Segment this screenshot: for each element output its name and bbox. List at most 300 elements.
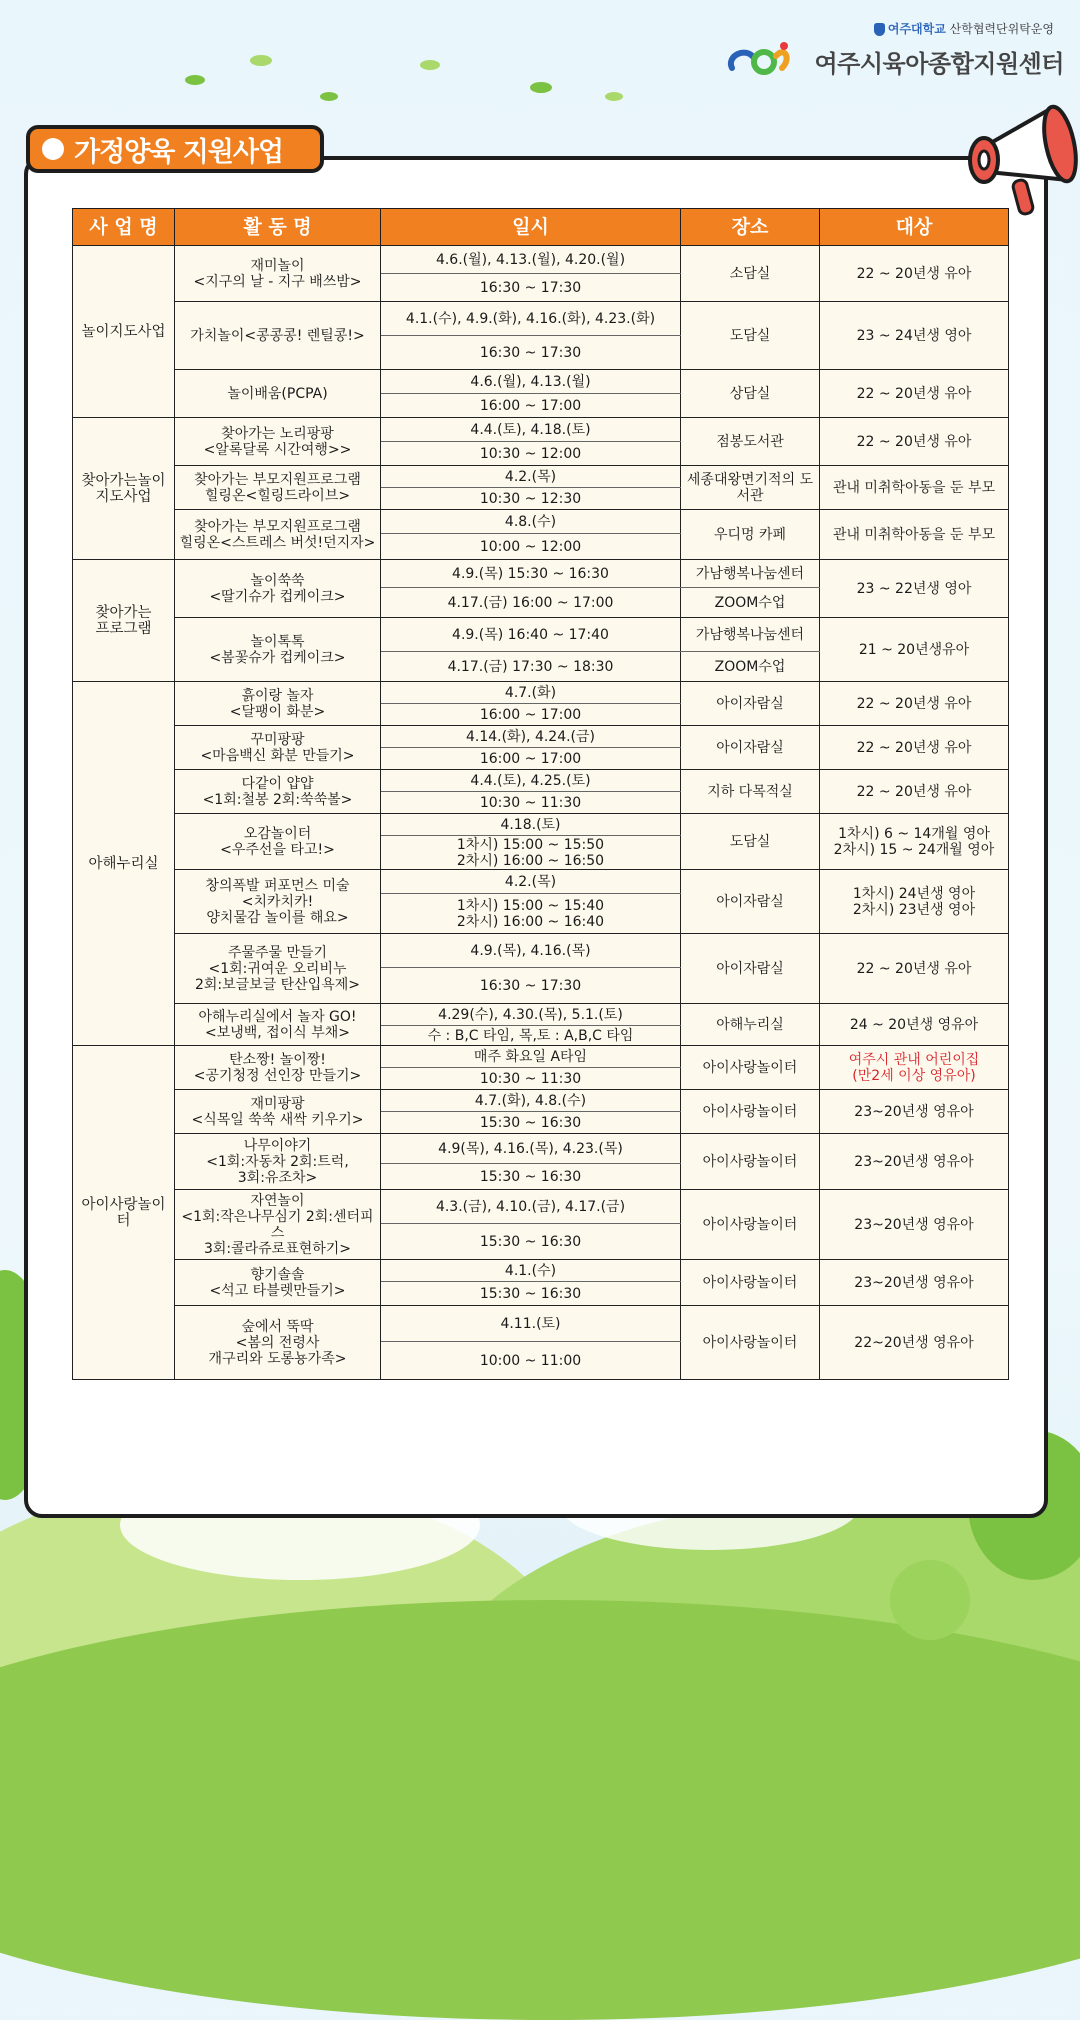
location xyxy=(681,1190,820,1260)
schedule-time xyxy=(381,1068,681,1090)
cell-text-line: 아해누리실에서 놀자 GO! xyxy=(198,1008,357,1025)
cell-text-line: 찾아가는 부모지원프로그램 xyxy=(194,518,361,535)
bg-leaf xyxy=(320,92,338,101)
schedule-date xyxy=(381,370,681,394)
cell-text-line: 아이사랑놀이터 xyxy=(702,1334,798,1351)
cell-text-line: 4.9.(목) 15:30 ~ 16:30 xyxy=(452,565,609,582)
cell-text-line: 15:30 ~ 16:30 xyxy=(479,1233,582,1250)
activity-name xyxy=(175,770,381,814)
activity-name xyxy=(175,1090,381,1134)
schedule-time xyxy=(381,894,681,934)
cell-text-line: 흙이랑 놀자 xyxy=(241,687,314,704)
cell-text-line: 23~20년생 영유아 xyxy=(854,1103,974,1120)
cell-text-line: 22 ~ 20년생 유아 xyxy=(856,739,972,756)
cell-text-line: 아이자람실 xyxy=(716,695,784,712)
cell-text-line: 여주시 관내 어린이집 xyxy=(848,1051,980,1068)
schedule-time xyxy=(381,1112,681,1134)
cell-text-line: 주물주물 만들기 xyxy=(227,944,328,961)
target-audience xyxy=(820,682,1009,726)
header-logo xyxy=(724,14,1064,84)
table-row xyxy=(73,726,1009,748)
cell-text-line: 아이사랑놀이터 xyxy=(81,1196,166,1229)
cell-text-line: 4.7.(화), 4.8.(수) xyxy=(474,1092,587,1109)
cell-text-line: 16:30 ~ 17:30 xyxy=(479,344,582,361)
cell-text-line: 창의폭발 퍼포먼스 미술 xyxy=(205,877,350,894)
cell-text-line: 놀이쑥쑥 xyxy=(250,572,305,589)
table-row xyxy=(73,1260,1009,1282)
table-row xyxy=(73,770,1009,792)
location xyxy=(681,370,820,418)
activity-name xyxy=(175,370,381,418)
cell-text-line: 23~20년생 영유아 xyxy=(854,1153,974,1170)
table-row xyxy=(73,1090,1009,1112)
target-audience xyxy=(820,560,1009,618)
schedule-date xyxy=(381,510,681,534)
schedule-time xyxy=(381,588,681,618)
cell-text-line: <석고 타블렛만들기> xyxy=(209,1282,346,1299)
location xyxy=(681,302,820,370)
location xyxy=(681,618,820,652)
cell-text-line: <1회:작은나무심기 2회:센터피스 xyxy=(181,1208,374,1241)
cell-text-line: 도담실 xyxy=(729,327,771,344)
cell-text-line: 자연놀이 xyxy=(250,1192,305,1209)
activity-name xyxy=(175,682,381,726)
schedule-time xyxy=(381,1026,681,1046)
cell-text-line: 16:00 ~ 17:00 xyxy=(479,750,582,767)
cell-text-line: <치카치카! xyxy=(241,893,314,910)
cell-text-line: 아이자람실 xyxy=(716,960,784,977)
activity-name xyxy=(175,870,381,934)
cell-text-line: 아해누리실 xyxy=(716,1016,784,1033)
cell-text-line: 힐링온<힐링드라이브> xyxy=(204,487,351,504)
cell-text-line: 도담실 xyxy=(729,833,771,850)
location xyxy=(681,1306,820,1380)
location xyxy=(681,1004,820,1046)
activity-name xyxy=(175,934,381,1004)
bg-leaf xyxy=(530,82,552,93)
table-row xyxy=(73,1046,1009,1068)
schedule-date xyxy=(381,618,681,652)
cell-text-line: 15:30 ~ 16:30 xyxy=(479,1285,582,1302)
section-title-badge xyxy=(26,125,324,173)
cell-text-line: 4.1.(수) xyxy=(504,1262,557,1279)
schedule-time xyxy=(381,652,681,682)
cell-text-line: 매주 화요일 A타임 xyxy=(473,1048,588,1065)
target-audience xyxy=(820,370,1009,418)
target-audience xyxy=(820,870,1009,934)
activity-name xyxy=(175,246,381,302)
table-header-row xyxy=(73,209,1009,246)
schedule-date xyxy=(381,870,681,894)
cell-text-line: 1차시) 15:00 ~ 15:40 xyxy=(456,897,605,914)
bg-leaf xyxy=(605,92,623,101)
schedule-time xyxy=(381,534,681,560)
cell-text-line: 오감놀이터 xyxy=(243,825,312,842)
cell-text-line: 가치놀이<콩콩콩! 렌틸콩!> xyxy=(190,327,365,344)
target-audience xyxy=(820,1190,1009,1260)
target-audience xyxy=(820,510,1009,560)
cell-text-line: 1차시) 15:00 ~ 15:50 xyxy=(456,836,605,853)
cell-text-line: 22 ~ 20년생 유아 xyxy=(856,433,972,450)
cell-text-line: 4.17.(금) 16:00 ~ 17:00 xyxy=(447,594,614,611)
center-name: 여주시육아종합지원센터 xyxy=(814,50,1064,78)
location xyxy=(681,1046,820,1090)
schedule-time xyxy=(381,394,681,418)
cell-text-line: 2차시) 15 ~ 24개월 영아 xyxy=(833,841,995,858)
target-audience xyxy=(820,1090,1009,1134)
schedule-time xyxy=(381,704,681,726)
cell-text-line: 4.1.(수), 4.9.(화), 4.16.(화), 4.23.(화) xyxy=(405,310,656,327)
cell-text-line: 2회:보글보글 탄산입욕제> xyxy=(194,976,361,993)
cell-text-line: 아이자람실 xyxy=(716,739,784,756)
schedule-table xyxy=(72,208,1009,1380)
table-row xyxy=(73,246,1009,274)
cell-text-line: <알록달록 시간여행>> xyxy=(203,441,352,458)
cell-text-line: 다같이 얍얍 xyxy=(241,775,314,792)
cell-text-line: 22 ~ 20년생 유아 xyxy=(856,960,972,977)
cell-text-line: <지구의 날 - 지구 배쓰밤> xyxy=(193,273,362,290)
cell-text-line: 관내 미취학아동을 둔 부모 xyxy=(832,479,996,496)
cell-text-line: 22 ~ 20년생 유아 xyxy=(856,783,972,800)
cell-text-line: 4.6.(월), 4.13.(월) xyxy=(470,373,591,390)
target-audience xyxy=(820,1046,1009,1090)
cell-text-line: 22 ~ 20년생 유아 xyxy=(856,265,972,282)
university-badge-icon xyxy=(874,23,885,36)
cell-text-line: 재미놀이 xyxy=(250,257,305,274)
table-row xyxy=(73,618,1009,652)
schedule-time xyxy=(381,792,681,814)
cell-text-line: 15:30 ~ 16:30 xyxy=(479,1114,582,1131)
cell-text-line: 지하 다목적실 xyxy=(707,783,793,800)
cell-text-line: 아이사랑놀이터 xyxy=(702,1216,798,1233)
cell-text-line: 찾아가는 부모지원프로그램 xyxy=(194,471,361,488)
location-online xyxy=(681,652,820,682)
cell-text-line: <딸기슈가 컵케이크> xyxy=(209,588,346,605)
schedule-date xyxy=(381,1046,681,1068)
target-audience xyxy=(820,466,1009,510)
table-row xyxy=(73,1004,1009,1026)
cell-text-line: 프로그램 xyxy=(95,620,152,637)
center-logo-icon xyxy=(724,38,794,84)
cell-text-line: 3회:콜라쥬로표현하기> xyxy=(203,1240,352,1257)
cell-text-line: 1차시) 24년생 영아 xyxy=(852,885,976,902)
cell-text-line: 아이자람실 xyxy=(716,893,784,910)
schedule-time xyxy=(381,442,681,466)
column-header: 활 동 명 xyxy=(175,209,381,246)
program-category xyxy=(73,682,175,1046)
schedule-date xyxy=(381,466,681,488)
activity-name xyxy=(175,1046,381,1090)
location xyxy=(681,246,820,302)
cell-text-line: <봄의 전령사 xyxy=(235,1334,320,1351)
activity-name xyxy=(175,418,381,466)
target-audience xyxy=(820,302,1009,370)
table-row xyxy=(73,1306,1009,1342)
activity-name xyxy=(175,1260,381,1306)
program-category xyxy=(73,246,175,418)
schedule-date xyxy=(381,814,681,836)
target-audience xyxy=(820,1004,1009,1046)
column-header: 사 업 명 xyxy=(73,209,175,246)
cell-text-line: 22 ~ 20년생 유아 xyxy=(856,385,972,402)
cell-text-line: 4.7.(화) xyxy=(504,684,557,701)
target-audience xyxy=(820,1306,1009,1380)
schedule-date xyxy=(381,726,681,748)
cell-text-line: 16:30 ~ 17:30 xyxy=(479,977,582,994)
cell-text-line: 16:30 ~ 17:30 xyxy=(479,279,582,296)
cell-text-line: 4.17.(금) 17:30 ~ 18:30 xyxy=(447,658,614,675)
cell-text-line: 4.14.(화), 4.24.(금) xyxy=(465,728,596,745)
target-audience xyxy=(820,1260,1009,1306)
program-category xyxy=(73,1046,175,1380)
cell-text-line: 숲에서 뚝딱 xyxy=(241,1318,314,1335)
bg-leaf xyxy=(250,55,272,66)
cell-text-line: 10:30 ~ 11:30 xyxy=(479,1070,582,1087)
megaphone-icon xyxy=(964,88,1080,218)
cell-text-line: 재미팡팡 xyxy=(250,1095,305,1112)
cell-text-line: <봄꽃슈가 컵케이크> xyxy=(209,649,346,666)
location xyxy=(681,682,820,726)
target-audience xyxy=(820,246,1009,302)
program-category xyxy=(73,418,175,560)
table-row xyxy=(73,934,1009,968)
location xyxy=(681,770,820,814)
cell-text-line: 23 ~ 22년생 영아 xyxy=(856,580,972,597)
bg-leaf xyxy=(420,60,440,70)
cell-text-line: 아이사랑놀이터 xyxy=(702,1274,798,1291)
cell-text-line: <1회:자동차 2회:트럭, xyxy=(206,1153,349,1170)
cell-text-line: 4.4.(토), 4.18.(토) xyxy=(470,421,591,438)
activity-name xyxy=(175,726,381,770)
table-row xyxy=(73,466,1009,488)
cell-text-line: 아이사랑놀이터 xyxy=(702,1103,798,1120)
cell-text-line: 우디멍 카페 xyxy=(713,526,787,543)
bg-leaf xyxy=(185,75,205,85)
cell-text-line: 개구리와 도롱뇽가족> xyxy=(208,1350,347,1367)
section-title: 가정양육 지원사업 xyxy=(74,136,284,168)
schedule-time xyxy=(381,1224,681,1260)
table-row xyxy=(73,814,1009,836)
activity-name xyxy=(175,814,381,870)
cell-text-line: 관내 미취학아동을 둔 부모 xyxy=(832,526,996,543)
cell-text-line: 10:30 ~ 12:30 xyxy=(479,490,582,507)
cell-text-line: 4.18.(토) xyxy=(500,816,561,833)
column-header: 일시 xyxy=(381,209,681,246)
location xyxy=(681,466,820,510)
cell-text-line: 향기솔솔 xyxy=(250,1266,305,1283)
activity-name xyxy=(175,618,381,682)
location xyxy=(681,814,820,870)
location-online xyxy=(681,588,820,618)
cell-text-line: 15:30 ~ 16:30 xyxy=(479,1168,582,1185)
program-category xyxy=(73,560,175,682)
target-audience xyxy=(820,934,1009,1004)
cell-text-line: ZOOM수업 xyxy=(714,658,786,675)
schedule-date xyxy=(381,770,681,792)
schedule-time xyxy=(381,748,681,770)
location xyxy=(681,726,820,770)
bg-tree-right-small xyxy=(890,1560,970,1640)
target-audience xyxy=(820,1134,1009,1190)
cell-text-line: 아이사랑놀이터 xyxy=(702,1153,798,1170)
table-row xyxy=(73,1134,1009,1164)
target-audience xyxy=(820,814,1009,870)
schedule-date xyxy=(381,1306,681,1342)
cell-text-line: 가남행복나눔센터 xyxy=(695,565,805,582)
target-audience xyxy=(820,770,1009,814)
cell-text-line: 4.2.(목) xyxy=(504,468,557,485)
activity-name xyxy=(175,510,381,560)
cell-text-line: 점봉도서관 xyxy=(716,433,784,450)
schedule-date xyxy=(381,560,681,588)
activity-name xyxy=(175,1190,381,1260)
target-audience xyxy=(820,618,1009,682)
cell-text-line: 2차시) 16:00 ~ 16:50 xyxy=(456,852,605,869)
schedule-date xyxy=(381,418,681,442)
cell-text-line: <마음백신 화분 만들기> xyxy=(200,747,355,764)
cell-text-line: 서관 xyxy=(736,487,764,504)
cell-text-line: 수 : B,C 타임, 목,토 : A,B,C 타임 xyxy=(427,1027,634,1044)
cell-text-line: 3회:유조차> xyxy=(237,1169,318,1186)
cell-text-line: 4.9(목), 4.16.(목), 4.23.(목) xyxy=(438,1140,623,1157)
cell-text-line: ZOOM수업 xyxy=(714,594,786,611)
university-tag: 산학협력단위탁운영 xyxy=(949,22,1054,36)
target-audience xyxy=(820,418,1009,466)
cell-text-line: 10:00 ~ 11:00 xyxy=(479,1352,582,1369)
cell-text-line: 10:30 ~ 12:00 xyxy=(479,445,582,462)
cell-text-line: 힐링온<스트레스 버섯!던지자> xyxy=(179,534,376,551)
target-audience xyxy=(820,726,1009,770)
cell-text-line: 23 ~ 24년생 영아 xyxy=(856,327,972,344)
schedule-date xyxy=(381,1090,681,1112)
university-line xyxy=(874,20,1054,37)
table-row xyxy=(73,370,1009,394)
cell-text-line: <식목일 쑥쑥 새싹 키우기> xyxy=(191,1111,364,1128)
cell-text-line: 4.3.(금), 4.10.(금), 4.17.(금) xyxy=(435,1198,626,1215)
cell-text-line: 아해누리실 xyxy=(88,855,159,872)
schedule-time xyxy=(381,968,681,1004)
schedule-date xyxy=(381,1004,681,1026)
cell-text-line: <1회:철봉 2회:쑥쑥볼> xyxy=(202,791,353,808)
schedule-date xyxy=(381,302,681,336)
location xyxy=(681,1260,820,1306)
cell-text-line: <우주선을 타고!> xyxy=(220,841,335,858)
schedule-time xyxy=(381,1282,681,1306)
column-header: 장소 xyxy=(681,209,820,246)
location xyxy=(681,934,820,1004)
table-row xyxy=(73,560,1009,588)
cell-text-line: <공기청정 선인장 만들기> xyxy=(193,1067,362,1084)
cell-text-line: 양치물감 놀이를 해요> xyxy=(206,909,349,926)
cell-text-line: 10:00 ~ 12:00 xyxy=(479,538,582,555)
schedule-time xyxy=(381,836,681,870)
location xyxy=(681,560,820,588)
cell-text-line: 16:00 ~ 17:00 xyxy=(479,706,582,723)
schedule-date xyxy=(381,1260,681,1282)
cell-text-line: 2차시) 16:00 ~ 16:40 xyxy=(456,913,605,930)
cell-text-line: 4.9.(목) 16:40 ~ 17:40 xyxy=(452,626,609,643)
bullet-icon xyxy=(42,138,64,160)
cell-text-line: 4.4.(토), 4.25.(토) xyxy=(470,772,591,789)
location xyxy=(681,1090,820,1134)
cell-text-line: 4.8.(수) xyxy=(504,513,557,530)
schedule-time xyxy=(381,336,681,370)
column-header: 대상 xyxy=(820,209,1009,246)
cell-text-line: 찾아가는 xyxy=(95,604,152,621)
schedule-date xyxy=(381,246,681,274)
cell-text-line: 탄소짱! 놀이짱! xyxy=(229,1051,326,1068)
cell-text-line: 24 ~ 20년생 영유아 xyxy=(849,1016,979,1033)
table-row xyxy=(73,870,1009,894)
schedule-date xyxy=(381,934,681,968)
cell-text-line: 4.11.(토) xyxy=(500,1315,561,1332)
schedule-time xyxy=(381,1342,681,1380)
cell-text-line: 1차시) 6 ~ 14개월 영아 xyxy=(838,825,990,842)
cell-text-line: 상담실 xyxy=(729,385,771,402)
table-row xyxy=(73,1190,1009,1224)
cell-text-line: 꾸미팡팡 xyxy=(250,731,305,748)
schedule-date xyxy=(381,1134,681,1164)
activity-name xyxy=(175,302,381,370)
cell-text-line: 놀이배움(PCPA) xyxy=(227,385,328,402)
location xyxy=(681,1134,820,1190)
activity-name xyxy=(175,1004,381,1046)
bg-hill-front xyxy=(0,1600,1080,2020)
cell-text-line: 4.6.(월), 4.13.(월), 4.20.(월) xyxy=(435,251,626,268)
cell-text-line: 10:30 ~ 11:30 xyxy=(479,794,582,811)
cell-text-line: 4.29(수), 4.30.(목), 5.1.(토) xyxy=(438,1006,623,1023)
schedule-date xyxy=(381,682,681,704)
table-row xyxy=(73,682,1009,704)
schedule-time xyxy=(381,274,681,302)
activity-name xyxy=(175,1306,381,1380)
activity-name xyxy=(175,1134,381,1190)
cell-text-line: 나무이야기 xyxy=(243,1137,312,1154)
cell-text-line: <보냉백, 접이식 부채> xyxy=(204,1024,350,1041)
cell-text-line: (만2세 이상 영유아) xyxy=(852,1067,976,1084)
schedule-time xyxy=(381,1164,681,1190)
table-row xyxy=(73,302,1009,336)
cell-text-line: 4.9.(목), 4.16.(목) xyxy=(470,942,591,959)
location xyxy=(681,870,820,934)
cell-text-line: 22~20년생 영유아 xyxy=(854,1334,974,1351)
cell-text-line: 23~20년생 영유아 xyxy=(854,1274,974,1291)
location xyxy=(681,418,820,466)
cell-text-line: <1회:귀여운 오리비누 xyxy=(208,960,347,977)
table-row xyxy=(73,510,1009,534)
cell-text-line: 16:00 ~ 17:00 xyxy=(479,397,582,414)
cell-text-line: 찾아가는놀이 xyxy=(81,472,166,489)
cell-text-line: 소담실 xyxy=(729,265,771,282)
cell-text-line: 4.2.(목) xyxy=(504,873,557,890)
location xyxy=(681,510,820,560)
cell-text-line: 23~20년생 영유아 xyxy=(854,1216,974,1233)
cell-text-line: <달팽이 화분> xyxy=(229,703,326,720)
table-row xyxy=(73,418,1009,442)
cell-text-line: 21 ~ 20년생유아 xyxy=(858,641,970,658)
activity-name xyxy=(175,560,381,618)
cell-text-line: 가남행복나눔센터 xyxy=(695,626,805,643)
cell-text-line: 2차시) 23년생 영아 xyxy=(852,901,976,918)
cell-text-line: 세종대왕면기적의 도 xyxy=(686,471,814,488)
activity-name xyxy=(175,466,381,510)
cell-text-line: 찾아가는 노리팡팡 xyxy=(221,425,334,442)
cell-text-line: 놀이톡톡 xyxy=(250,633,305,650)
schedule-time xyxy=(381,488,681,510)
cell-text-line: 아이사랑놀이터 xyxy=(702,1059,798,1076)
schedule-date xyxy=(381,1190,681,1224)
cell-text-line: 22 ~ 20년생 유아 xyxy=(856,695,972,712)
